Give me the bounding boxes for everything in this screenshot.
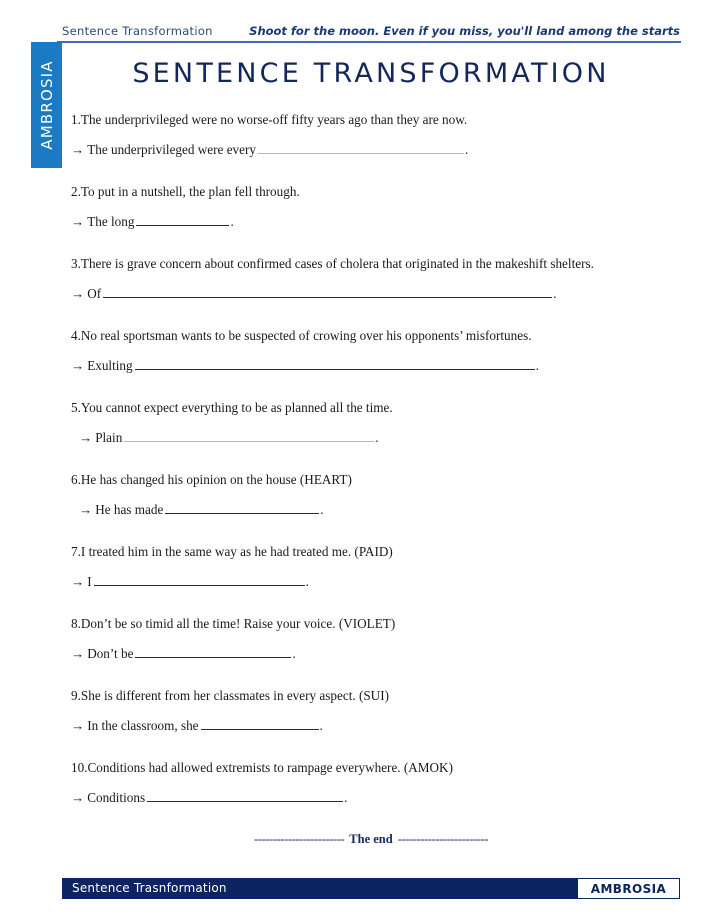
question-block — [71, 472, 681, 544]
arrow-icon: → — [71, 358, 85, 373]
question-prompt: 8.Don’t be so timid all the time! Raise your voice. (VIOLET) — [71, 616, 396, 631]
answer-period: . — [553, 286, 557, 301]
arrow-icon: → — [71, 574, 85, 589]
arrow-icon: → — [79, 502, 93, 517]
answer-row — [71, 358, 681, 400]
answer-row — [71, 142, 681, 184]
answer-lead-in: Exulting — [87, 358, 133, 373]
answer-lead-in: In the classroom, she — [87, 718, 199, 733]
answer-row — [71, 646, 681, 688]
answer-blank-field[interactable] — [94, 574, 305, 586]
answer-period: . — [464, 142, 469, 157]
answer-row — [71, 430, 681, 472]
answer-period: . — [344, 790, 348, 805]
question-block — [71, 184, 681, 256]
answer-row — [71, 214, 681, 256]
end-marker-left-dashes: ------------------------ — [253, 832, 345, 846]
answer-blank-field[interactable] — [136, 214, 229, 226]
answer-blank-field[interactable] — [135, 358, 535, 370]
question-block — [71, 616, 681, 688]
question-block — [71, 760, 681, 832]
answer-lead-in: Don’t be — [87, 646, 134, 661]
answer-period: . — [320, 502, 324, 517]
question-prompt: 5.You cannot expect everything to be as planned all the time. — [71, 400, 393, 415]
answer-lead-in: The long — [87, 214, 135, 229]
answer-row — [71, 502, 681, 544]
end-marker — [71, 832, 671, 847]
answer-lead-in: The underprivileged were every — [87, 142, 256, 157]
answer-row — [71, 718, 681, 760]
answer-lead-in: He has made — [95, 502, 164, 517]
header-subject-label: Sentence Transformation — [62, 24, 213, 38]
header-tagline: Shoot for the moon. Even if you miss, you'll land among the starts — [249, 24, 680, 38]
answer-lead-in: Plain — [95, 430, 123, 445]
question-prompt: 4.No real sportsman wants to be suspected of crowing over his opponents’ misfortunes. — [71, 328, 532, 343]
question-block — [71, 400, 681, 472]
answer-row — [71, 286, 681, 328]
footer-brand-label: AMBROSIA — [590, 882, 667, 896]
question-prompt: 10.Conditions had allowed extremists to rampage everywhere. (AMOK) — [71, 760, 453, 775]
answer-period: . — [375, 430, 379, 445]
answer-blank-field[interactable] — [258, 142, 464, 154]
arrow-icon: → — [71, 790, 85, 805]
question-block — [71, 328, 681, 400]
answer-blank-field[interactable] — [103, 286, 552, 298]
footer-title: Sentence Trasnformation — [72, 881, 227, 895]
question-block — [71, 112, 681, 184]
footer-brand-badge — [577, 878, 680, 899]
answer-blank-field[interactable] — [135, 646, 291, 658]
arrow-icon: → — [71, 214, 85, 229]
answer-blank-field[interactable] — [201, 718, 319, 730]
question-prompt: 3.There is grave concern about confirmed cases of cholera that originated in the makeshift shelters. — [71, 256, 594, 271]
arrow-icon: → — [71, 142, 85, 157]
answer-period: . — [230, 214, 234, 229]
end-marker-label: The end — [349, 832, 393, 846]
header-divider — [57, 41, 681, 43]
arrow-icon: → — [71, 286, 85, 301]
page-header — [62, 24, 680, 42]
answer-period: . — [305, 574, 309, 589]
answer-period: . — [319, 718, 323, 733]
question-prompt: 2.To put in a nutshell, the plan fell through. — [71, 184, 300, 199]
answer-row — [71, 790, 681, 832]
brand-side-tab-label: AMBROSIA — [37, 60, 56, 150]
arrow-icon: → — [79, 430, 93, 445]
answer-row — [71, 574, 681, 616]
question-prompt: 6.He has changed his opinion on the house (HEART) — [71, 472, 352, 487]
page-title: SENTENCE TRANSFORMATION — [132, 58, 610, 89]
question-block — [71, 544, 681, 616]
answer-lead-in: Conditions — [87, 790, 146, 805]
question-block — [71, 256, 681, 328]
page-footer — [62, 878, 680, 899]
question-block — [71, 688, 681, 760]
answer-period: . — [535, 358, 539, 373]
answer-lead-in: Of — [87, 286, 102, 301]
answer-blank-field[interactable] — [165, 502, 319, 514]
questions-list — [71, 112, 681, 832]
arrow-icon: → — [71, 646, 85, 661]
question-prompt: 9.She is different from her classmates in every aspect. (SUI) — [71, 688, 389, 703]
question-prompt: 7.I treated him in the same way as he had treated me. (PAID) — [71, 544, 393, 559]
end-marker-right-dashes: ------------------------ — [397, 832, 489, 846]
answer-blank-field[interactable] — [124, 430, 374, 442]
answer-blank-field[interactable] — [147, 790, 343, 802]
question-prompt: 1.The underprivileged were no worse-off fifty years ago than they are now. — [71, 112, 468, 127]
answer-lead-in: I — [87, 574, 92, 589]
brand-side-tab — [31, 42, 62, 168]
answer-period: . — [292, 646, 296, 661]
arrow-icon: → — [71, 718, 85, 733]
